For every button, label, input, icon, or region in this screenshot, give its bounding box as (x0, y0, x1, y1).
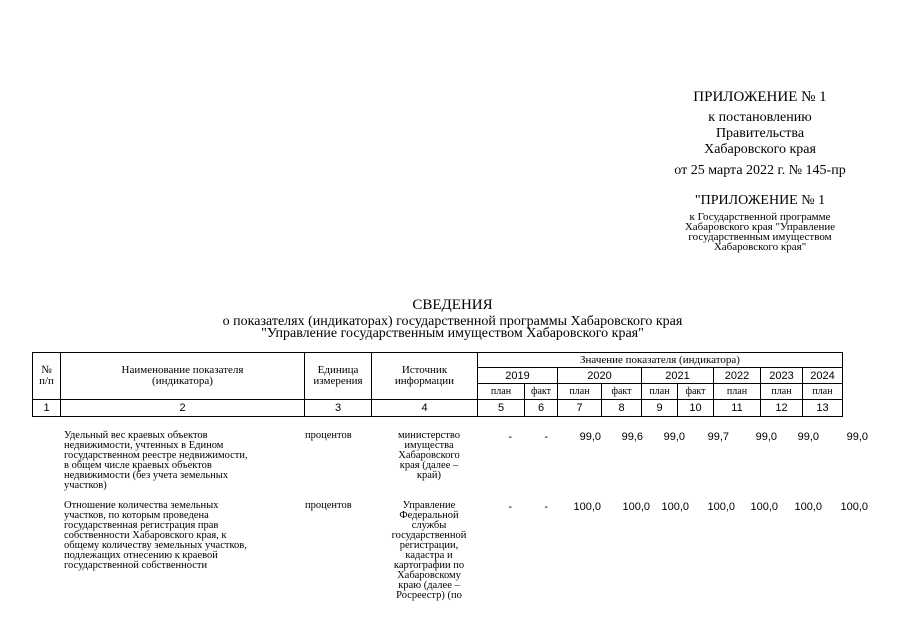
appendix-1-line: к постановлению (708, 110, 812, 125)
header-year: 2020 (558, 368, 642, 384)
column-number: 4 (372, 400, 478, 417)
value-cell: 99,0 (755, 431, 777, 443)
appendix-1-line: Хабаровского края (704, 142, 816, 157)
value-cell: 99,0 (846, 431, 868, 443)
header-year: 2019 (478, 368, 558, 384)
document-title: СВЕДЕНИЯ (412, 297, 493, 313)
appendix-2-line: Хабаровского края" (713, 241, 807, 253)
header-source: Источник информации (372, 353, 478, 400)
indicator-unit: процентов (305, 500, 352, 511)
column-number: 3 (305, 400, 372, 417)
indicator-unit: процентов (305, 430, 352, 441)
header-number: № п/п (33, 353, 61, 400)
value-cell: - (544, 501, 548, 513)
header-plan-fact: план (714, 384, 761, 400)
header-year: 2023 (761, 368, 803, 384)
indicator-name: Удельный вес краевых объектов недвижимости, учтенных в Едином государственном реестре недвижимости, в общем числе краевых объектов недвижимости (без учета земельных участков) (64, 430, 248, 491)
column-number: 1 (33, 400, 61, 417)
value-cell: - (508, 501, 512, 513)
indicator-source: Управление Федеральной службы государственной регистрации, кадастра и картографии по Хабаровскому краю (далее – Росреестр) (по (391, 500, 467, 601)
header-unit: Единица измерения (305, 353, 372, 400)
header-values-title: Значение показателя (индикатора) (478, 353, 843, 368)
header-year: 2022 (714, 368, 761, 384)
subtitle-line-1: о показателях (индикаторах) государственной программы Хабаровского края (222, 314, 683, 329)
appendix-1-line: Правительства (715, 126, 805, 141)
value-cell: 100,0 (707, 501, 735, 513)
column-number: 10 (678, 400, 714, 417)
document-subtitle (0, 316, 905, 340)
header-plan-fact: план (642, 384, 678, 400)
header-plan-fact: план (558, 384, 602, 400)
appendix-2-block (655, 193, 865, 252)
value-cell: 99,0 (663, 431, 685, 443)
appendix-1-date: от 25 марта 2022 г. № 145-пр (674, 163, 846, 178)
subtitle-line-2: "Управление государственным имуществом Хабаровского края" (261, 326, 644, 341)
header-year: 2024 (803, 368, 843, 384)
value-cell: 99,0 (579, 431, 601, 443)
header-plan-fact: факт (602, 384, 642, 400)
header-plan-fact: факт (678, 384, 714, 400)
column-number: 6 (525, 400, 558, 417)
value-cell: - (544, 431, 548, 443)
header-plan-fact: план (761, 384, 803, 400)
appendix-2-line: государственным имуществом (688, 231, 832, 243)
appendix-1-title: ПРИЛОЖЕНИЕ № 1 (693, 89, 827, 105)
column-number: 11 (714, 400, 761, 417)
header-indicator-name: Наименование показателя (индикатора) (61, 353, 305, 400)
appendix-2-line: к Государственной программе (689, 211, 831, 223)
value-cell: 100,0 (573, 501, 601, 513)
column-number: 5 (478, 400, 525, 417)
appendix-1-block (650, 89, 870, 179)
column-number: 13 (803, 400, 843, 417)
value-cell: - (508, 431, 512, 443)
header-plan-fact: план (478, 384, 525, 400)
indicator-source: министерство имущества Хабаровского края (далее – край) (397, 430, 461, 481)
value-cell: 100,0 (750, 501, 778, 513)
header-plan-fact: факт (525, 384, 558, 400)
value-cell: 100,0 (840, 501, 868, 513)
value-cell: 99,7 (707, 431, 729, 443)
value-cell: 99,0 (797, 431, 819, 443)
indicators-table-header (32, 352, 843, 417)
header-plan-fact: план (803, 384, 843, 400)
column-number: 9 (642, 400, 678, 417)
value-cell: 100,0 (661, 501, 689, 513)
value-cell: 100,0 (622, 501, 650, 513)
appendix-2-title: "ПРИЛОЖЕНИЕ № 1 (694, 193, 826, 208)
indicator-name: Отношение количества земельных участков, по которым проведена государственная регистрация прав собственности Хабаровского края, к общему количеству земельных участков, подлежащих отнесению к краевой государственной собственности (64, 500, 247, 571)
value-cell: 100,0 (794, 501, 822, 513)
column-number: 7 (558, 400, 602, 417)
appendix-2-line: Хабаровского края "Управление (684, 221, 836, 233)
column-number: 12 (761, 400, 803, 417)
column-number: 8 (602, 400, 642, 417)
value-cell: 99,6 (621, 431, 643, 443)
column-number: 2 (61, 400, 305, 417)
header-year: 2021 (642, 368, 714, 384)
